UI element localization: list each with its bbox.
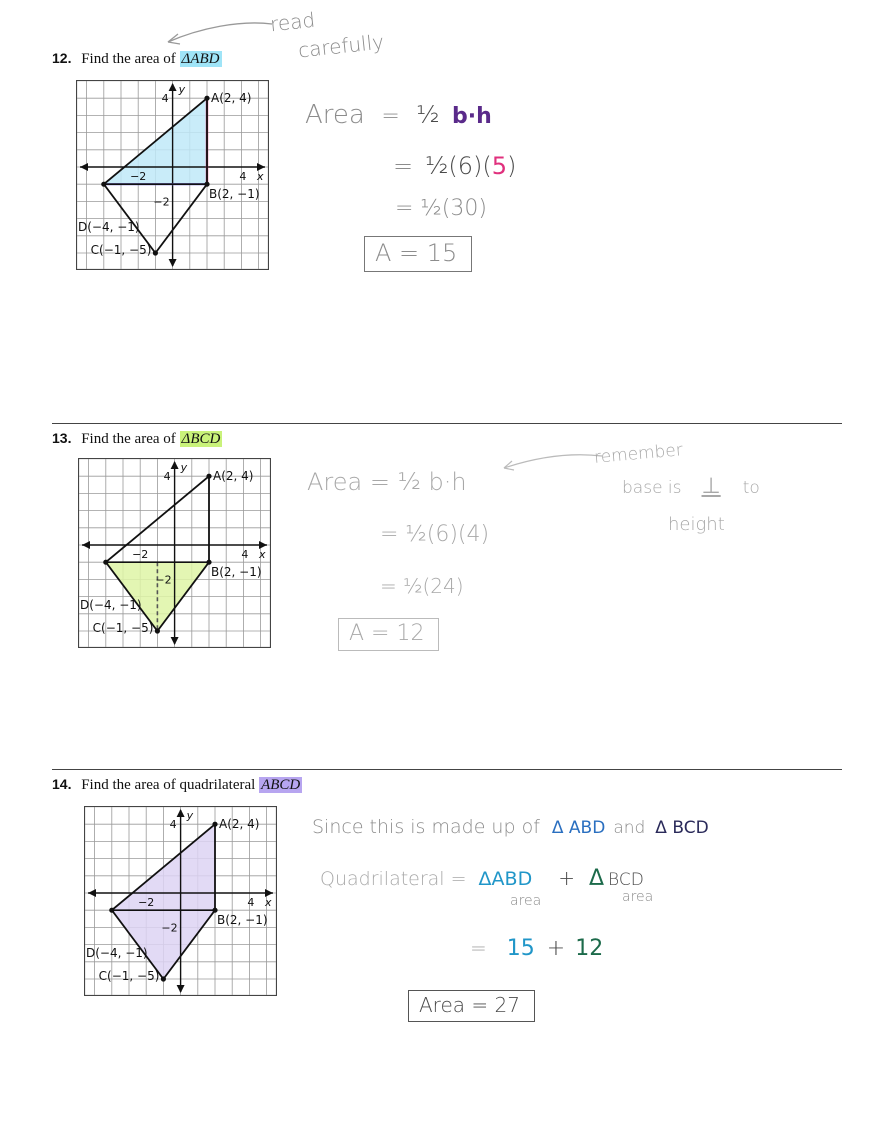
point-label: A(2, 4) bbox=[219, 817, 260, 832]
graph-svg bbox=[84, 806, 277, 996]
x-axis-label: x bbox=[265, 896, 272, 909]
tick-label: 4 bbox=[247, 896, 255, 909]
coordinate-graph bbox=[78, 458, 271, 653]
note-remember: remember bbox=[593, 440, 684, 468]
divider bbox=[52, 769, 842, 770]
vertex-point bbox=[206, 560, 211, 565]
question-number: 14. bbox=[52, 776, 72, 792]
tick-label: −2 bbox=[130, 170, 147, 183]
q14-sentence: Since this is made up of Δ ABD and Δ BCD bbox=[312, 816, 709, 838]
q14-area-label: area bbox=[510, 893, 542, 909]
point-label: C(−1, −5) bbox=[98, 969, 160, 983]
x-axis-label: x bbox=[257, 170, 264, 183]
q13-line-3: = ½(24) bbox=[380, 574, 464, 598]
vertex-point bbox=[101, 182, 106, 187]
vertex-point bbox=[109, 908, 114, 913]
tick-label: 4 bbox=[241, 548, 249, 561]
question-target: ΔABD bbox=[181, 51, 220, 67]
q13-line-1: Area = ½ b·h bbox=[307, 468, 467, 496]
y-axis-label: y bbox=[178, 83, 186, 96]
question-number: 13. bbox=[52, 430, 72, 446]
arrow-icon bbox=[150, 14, 280, 54]
q13-line-2: = ½(6)(4) bbox=[380, 522, 490, 547]
point-label: C(−1, −5) bbox=[90, 243, 152, 257]
q12-line-1: Area = ½ b·h bbox=[305, 100, 492, 130]
q13-answer-box: A = 12 bbox=[338, 618, 439, 651]
point-label: B(2, −1) bbox=[209, 187, 260, 202]
note-height: height bbox=[668, 514, 725, 535]
q14-answer-box: Area = 27 bbox=[408, 990, 535, 1022]
q12-line-3: = ½(30) bbox=[395, 196, 487, 221]
vertex-point bbox=[212, 908, 217, 913]
vertex-point bbox=[206, 474, 211, 479]
arrow-icon bbox=[498, 448, 608, 478]
divider bbox=[52, 423, 842, 424]
tick-label: −2 bbox=[153, 195, 170, 209]
vertex-point bbox=[204, 96, 209, 101]
note-carefully: carefully bbox=[296, 29, 386, 63]
vertex-point bbox=[204, 182, 209, 187]
x-axis-label: x bbox=[259, 548, 266, 561]
point-label: D(−4, −1) bbox=[78, 220, 140, 235]
tick-label: 4 bbox=[239, 170, 247, 183]
q12-line-2: = ½(6)(5) bbox=[393, 152, 517, 180]
point-label: A(2, 4) bbox=[213, 469, 254, 484]
note-read: read bbox=[268, 7, 317, 37]
tick-label: −2 bbox=[161, 921, 178, 935]
q14-area-label: area bbox=[622, 889, 654, 905]
vertex-point bbox=[153, 250, 158, 255]
tick-label: 4 bbox=[169, 818, 177, 832]
point-label: C(−1, −5) bbox=[92, 621, 154, 635]
tick-label: −2 bbox=[132, 548, 149, 561]
q14-equation: Quadrilateral = ΔABD + Δ BCD bbox=[320, 866, 644, 891]
q12-answer-box: A = 15 bbox=[364, 236, 472, 272]
y-axis-label: y bbox=[180, 461, 188, 474]
question-14-heading bbox=[52, 776, 302, 794]
question-target: ΔBCD bbox=[181, 431, 221, 447]
graph-svg bbox=[76, 80, 269, 270]
tick-label: −2 bbox=[155, 573, 172, 587]
point-label: A(2, 4) bbox=[211, 91, 252, 106]
tick-label: 4 bbox=[163, 470, 171, 484]
question-13-heading bbox=[52, 430, 222, 448]
vertex-point bbox=[161, 976, 166, 981]
point-label: D(−4, −1) bbox=[86, 946, 148, 961]
vertex-point bbox=[212, 822, 217, 827]
y-axis-label: y bbox=[186, 809, 194, 822]
note-base-perp: base is ⊥ to bbox=[622, 474, 760, 499]
q14-sum: = 15 + 12 bbox=[470, 936, 604, 961]
point-label: B(2, −1) bbox=[217, 913, 268, 928]
question-number: 12. bbox=[52, 50, 72, 66]
graph-svg bbox=[78, 458, 271, 648]
tick-label: 4 bbox=[161, 92, 169, 106]
point-label: D(−4, −1) bbox=[80, 598, 142, 613]
point-label: B(2, −1) bbox=[211, 565, 262, 580]
question-prompt: Find the area of bbox=[81, 51, 176, 67]
coordinate-graph bbox=[84, 806, 277, 1001]
question-target: ABCD bbox=[261, 777, 301, 793]
vertex-point bbox=[103, 560, 108, 565]
question-prompt: Find the area of bbox=[81, 431, 176, 447]
vertex-point bbox=[155, 628, 160, 633]
question-prompt: Find the area of quadrilateral bbox=[81, 777, 256, 793]
coordinate-graph bbox=[76, 80, 269, 275]
tick-label: −2 bbox=[138, 896, 155, 909]
